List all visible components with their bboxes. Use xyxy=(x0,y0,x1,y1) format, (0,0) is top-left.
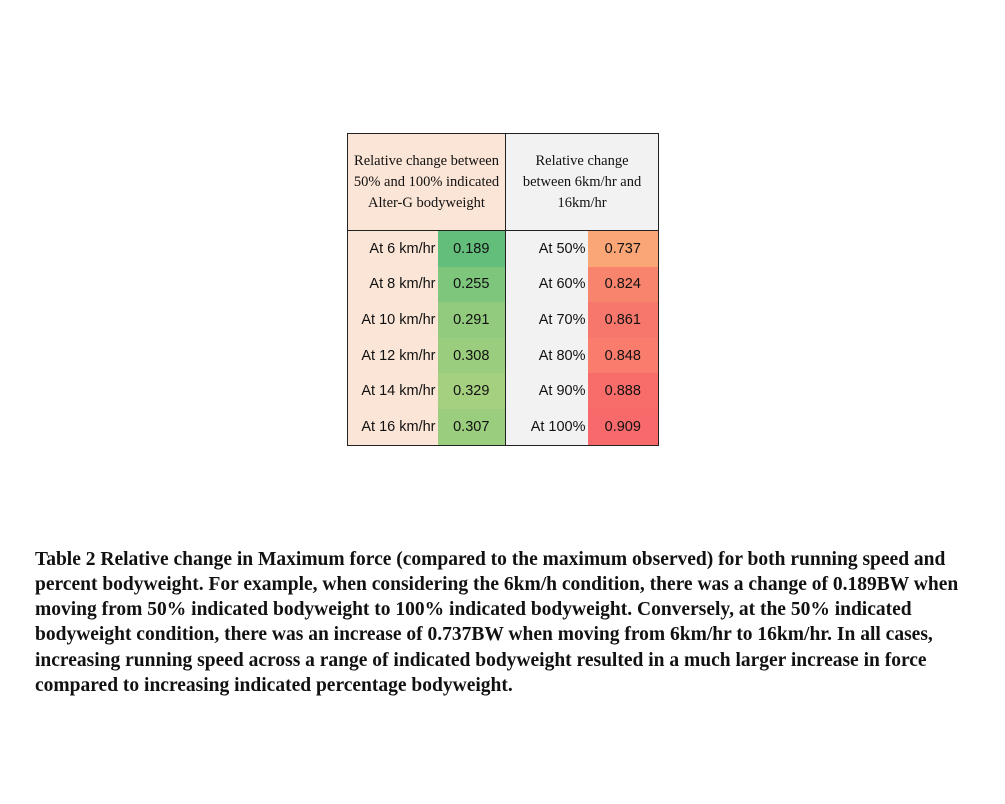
speed-label: At 10 km/hr xyxy=(348,302,438,338)
header-bodyweight-change: Relative change between 50% and 100% indicated Alter-G bodyweight xyxy=(348,134,506,231)
table-row xyxy=(348,338,659,374)
table-row xyxy=(348,373,659,409)
relative-change-table xyxy=(347,133,659,446)
bodyweight-value: 0.848 xyxy=(588,338,659,374)
bodyweight-label: At 60% xyxy=(506,267,588,303)
table-caption: Table 2 Relative change in Maximum force (compared to the maximum observed) for both running speed and percent bodyweight. For example, when considering the 6km/h condition, there was a change of 0.189BW when moving from 50% indicated bodyweight to 100% indicated bodyweight. Conversely, at the 50% indicated bodyweight condition, there was an increase of 0.737BW when moving from 6km/hr to 16km/hr. In all cases, increasing running speed across a range of indicated bodyweight resulted in a much larger increase in force compared to increasing indicated percentage bodyweight. xyxy=(35,548,959,696)
table-row xyxy=(348,302,659,338)
bodyweight-value: 0.909 xyxy=(588,409,659,445)
relative-change-table-container xyxy=(347,133,658,446)
bodyweight-label: At 80% xyxy=(506,338,588,374)
table-row xyxy=(348,409,659,445)
bodyweight-value: 0.861 xyxy=(588,302,659,338)
speed-label: At 8 km/hr xyxy=(348,267,438,303)
bodyweight-label: At 70% xyxy=(506,302,588,338)
bodyweight-value: 0.824 xyxy=(588,267,659,303)
speed-label: At 16 km/hr xyxy=(348,409,438,445)
table-body xyxy=(348,231,659,446)
speed-value: 0.308 xyxy=(438,338,506,374)
table-row xyxy=(348,267,659,303)
speed-label: At 6 km/hr xyxy=(348,231,438,267)
bodyweight-label: At 100% xyxy=(506,409,588,445)
speed-value: 0.329 xyxy=(438,373,506,409)
header-speed-change: Relative change between 6km/hr and 16km/hr xyxy=(506,134,659,231)
speed-label: At 14 km/hr xyxy=(348,373,438,409)
bodyweight-label: At 90% xyxy=(506,373,588,409)
table-row xyxy=(348,231,659,267)
bodyweight-value: 0.737 xyxy=(588,231,659,267)
bodyweight-value: 0.888 xyxy=(588,373,659,409)
table-header-row xyxy=(348,134,659,231)
speed-value: 0.291 xyxy=(438,302,506,338)
speed-value: 0.307 xyxy=(438,409,506,445)
speed-value: 0.189 xyxy=(438,231,506,267)
bodyweight-label: At 50% xyxy=(506,231,588,267)
speed-label: At 12 km/hr xyxy=(348,338,438,374)
speed-value: 0.255 xyxy=(438,267,506,303)
